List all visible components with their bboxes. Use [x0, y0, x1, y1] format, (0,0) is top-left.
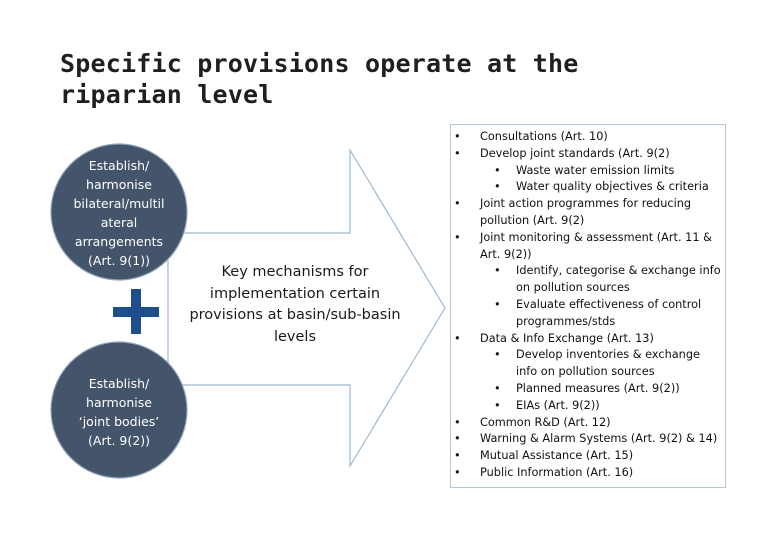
list-item-text: Public Information (Art. 16): [480, 465, 634, 479]
list-item-text: Joint action programmes for reducing: [480, 197, 692, 211]
circle-bottom-line: harmonise: [86, 395, 152, 410]
arrow-label-line: levels: [273, 328, 317, 345]
circle-top-line: (Art. 9(1)): [88, 253, 150, 268]
list-item: [450, 331, 726, 348]
sub-item: [450, 179, 726, 196]
bullet: •: [454, 432, 461, 446]
arrow-label: [186, 262, 404, 348]
circle-bottom-text: [61, 374, 177, 450]
bullet: •: [454, 415, 461, 429]
circle-bottom-line: (Art. 9(2)): [88, 433, 150, 448]
list-item-text: Consultations (Art. 10): [480, 130, 608, 143]
list-item-text: Common R&D (Art. 12): [480, 415, 611, 429]
bullet: •: [494, 381, 501, 395]
sub-item-continuation: on pollution sources: [516, 281, 630, 295]
sub-item: [450, 398, 726, 415]
bullet: •: [494, 264, 501, 278]
list-item-continuation: pollution (Art. 9(2): [480, 213, 585, 227]
circle-top-line: Establish/: [88, 158, 150, 173]
bullet: •: [454, 465, 461, 479]
sub-item-continuation: programmes/stds: [516, 314, 616, 328]
list-item: [450, 415, 726, 432]
bullet: •: [454, 146, 461, 160]
sub-item-text: Identify, categorise & exchange info: [516, 264, 721, 278]
sub-item-text: Planned measures (Art. 9(2)): [516, 381, 680, 395]
sub-item-text: EIAs (Art. 9(2)): [516, 398, 600, 412]
circle-bottom-line: Establish/: [88, 376, 150, 391]
bullet: •: [454, 197, 461, 211]
sub-item: [450, 163, 726, 180]
circle-bottom-line: ‘joint bodies’: [78, 414, 160, 429]
sub-item-text: Evaluate effectiveness of control: [516, 297, 702, 311]
bullet: •: [454, 449, 461, 463]
list-item-text: Mutual Assistance (Art. 15): [480, 449, 634, 463]
list-item-text: Warning & Alarm Systems (Art. 9(2) & 14): [480, 432, 718, 446]
list-item: [450, 196, 726, 213]
list-item: [450, 431, 726, 448]
circle-top-line: arrangements: [74, 234, 164, 249]
bullet: •: [494, 398, 501, 412]
list-item-continuation: Art. 9(2)): [480, 247, 532, 261]
list-item: [450, 448, 726, 465]
circle-top-line: harmonise: [86, 177, 152, 192]
title-line-2: riparian level: [60, 80, 274, 109]
bullet: •: [494, 180, 501, 194]
list-item-text: Develop joint standards (Art. 9(2): [480, 146, 670, 160]
sub-item-text: Develop inventories & exchange: [516, 348, 700, 362]
bullet: •: [454, 130, 461, 143]
list-item-text: Data & Info Exchange (Art. 13): [480, 331, 654, 345]
circle-top-text: [61, 156, 177, 270]
sub-item: [450, 381, 726, 398]
title-line-1: Specific provisions operate at the: [60, 49, 579, 78]
list-item: [450, 230, 726, 247]
arrow-label-line: Key mechanisms for: [221, 264, 369, 280]
sub-item-continuation: info on pollution sources: [516, 365, 655, 379]
list-item: [450, 146, 726, 163]
list-item-text: Joint monitoring & assessment (Art. 11 &: [480, 230, 712, 244]
plus-icon: [113, 289, 159, 334]
list-item: [450, 129, 726, 146]
sub-item-text: Water quality objectives & criteria: [516, 180, 709, 194]
arrow-label-line: implementation certain: [209, 285, 381, 302]
bullet: •: [494, 297, 501, 311]
sub-item: [450, 297, 726, 314]
bullet: •: [494, 163, 501, 177]
sub-item: [450, 347, 726, 364]
arrow-label-line: provisions at basin/sub-basin: [189, 307, 401, 323]
bullet: •: [454, 331, 461, 345]
list-item: [450, 465, 726, 482]
mechanisms-list: [450, 129, 726, 482]
bullet: •: [454, 230, 461, 244]
sub-item-text: Waste water emission limits: [516, 163, 675, 177]
circle-top-line: ateral: [100, 215, 138, 230]
bullet: •: [494, 348, 501, 362]
sub-item: [450, 263, 726, 280]
circle-top-line: bilateral/multil: [73, 196, 165, 211]
